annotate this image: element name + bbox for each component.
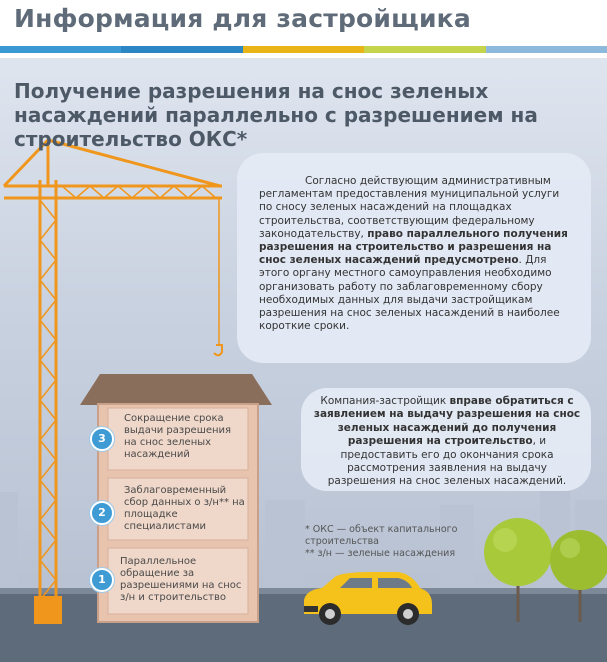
step-badge-3: 3: [90, 427, 114, 451]
info-bubble-developer-text: [313, 395, 581, 489]
step-badge-2: 2: [90, 501, 114, 525]
step-text-2: Заблаговременный сбор данных о з/н** на площадке специалистами: [124, 485, 245, 532]
step-badge-1: 1: [90, 568, 114, 592]
footnote-zn: ** з/н — зеленые насаждения: [305, 548, 456, 559]
step-text-3: Сокращение срока выдачи разрешения на снос зеленых насаждений: [124, 413, 232, 460]
subtitle: Получение разрешения на снос зеленых насаждений параллельно с разрешением на строительство ОКС*: [14, 79, 538, 151]
header-stripes: [0, 46, 607, 53]
regulation-text-part1: Согласно действующим административным регламентам предоставления муниципальной услуги по сносу зеленых насаждений на площадках строительства, соответствующим федеральному законодательству,: [259, 175, 560, 240]
info-bubble-regulation: [237, 153, 591, 363]
header: [0, 0, 607, 52]
info-bubble-developer: [301, 388, 591, 491]
info-bubble-regulation-text: [259, 175, 575, 333]
regulation-text-bold: право параллельного получения разрешения на строительство и разрешения на снос зеленых насаждений предусмотрено: [259, 227, 568, 267]
regulation-text-part2: . Для этого органу местного самоуправления необходимо организовать работу по заблаговременному сбору необходимых данных для выдачи застройщикам разрешения на снос зеленых насаждений в наиболее короткие сроки.: [259, 254, 560, 333]
page-title: Информация для застройщика: [14, 4, 471, 33]
footnotes: [305, 524, 495, 560]
developer-text-bold: вправе обратиться с заявлением на выдачу разрешения на снос зеленых насаждений до получения разрешения на строительство: [313, 395, 581, 448]
step-text-1: Параллельное обращение за разрешениями на снос з/н и строительство: [120, 556, 242, 603]
developer-text-part1: Компания-застройщик: [320, 395, 450, 407]
footnote-oks: * ОКС — объект капитального строительства: [305, 524, 458, 547]
road: [0, 592, 607, 662]
developer-text-part2: , и предоставить его до окончания срока рассмотрения заявления на выдачу разрешения на снос зеленых насаждений.: [327, 435, 567, 488]
